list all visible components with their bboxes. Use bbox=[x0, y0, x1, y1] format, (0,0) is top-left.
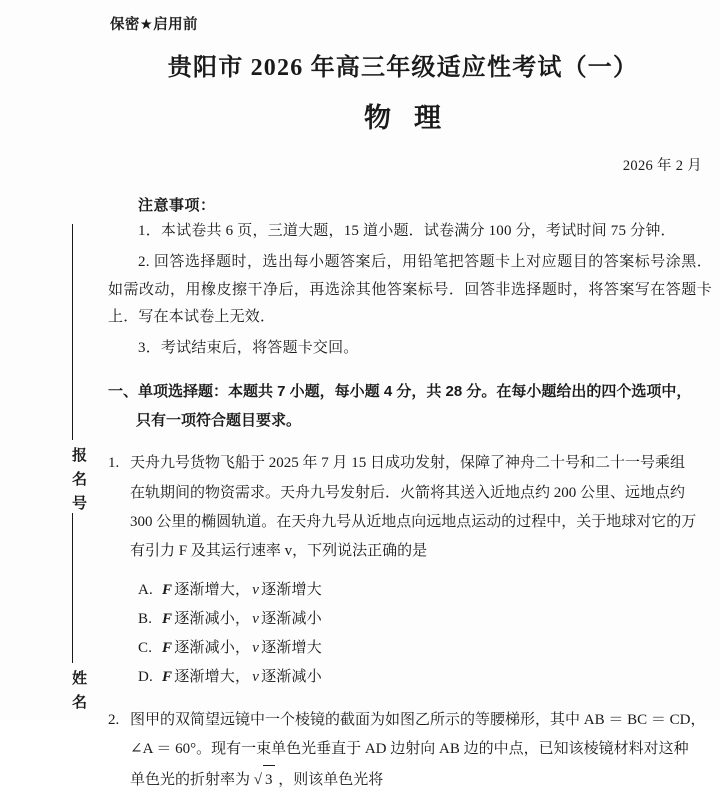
option-d-text-1: 逐渐增大， bbox=[174, 669, 251, 686]
candidate-name-label: 姓名 bbox=[70, 670, 87, 718]
secret-notice: 保密★启用前 bbox=[110, 17, 198, 33]
question-1-options bbox=[108, 576, 712, 692]
margin-rule-bottom bbox=[72, 513, 73, 663]
option-a-var-v: v bbox=[252, 582, 260, 599]
subject-char-1: 物 bbox=[364, 103, 392, 133]
option-a[interactable] bbox=[138, 576, 712, 605]
question-1-line-3: 300 公里的椭圆轨道。在天舟九号从近地点向远地点运动的过程中，关于地球对它的万 bbox=[130, 513, 697, 530]
question-1-line-4: 有引力 F 及其运行速率 v，下列说法正确的是 bbox=[130, 543, 428, 559]
option-a-key: A. bbox=[138, 582, 153, 599]
page-title: 贵阳市 2026 年高三年级适应性考试（一） bbox=[167, 55, 639, 81]
subject-title bbox=[108, 96, 712, 135]
option-a-text-1: 逐渐增大， bbox=[174, 582, 251, 599]
option-c[interactable] bbox=[138, 634, 712, 663]
option-b-text-2: 逐渐减小 bbox=[261, 611, 322, 628]
option-b-var-v: v bbox=[252, 611, 260, 628]
option-a-var-f: F bbox=[162, 582, 173, 599]
subject-char-2: 理 bbox=[414, 103, 442, 133]
option-c-var-f: F bbox=[162, 640, 173, 657]
option-c-var-v: v bbox=[252, 640, 260, 657]
question-1 bbox=[108, 449, 712, 566]
option-d-var-v: v bbox=[252, 669, 260, 686]
option-b[interactable] bbox=[138, 605, 712, 634]
notice-item-1: 1．本试卷共 6 页，三道大题，15 道小题．试卷满分 100 分，考试时间 75 分钟． bbox=[138, 223, 676, 239]
section-heading-single-choice bbox=[108, 377, 712, 436]
option-c-text-2: 逐渐增大 bbox=[261, 640, 322, 657]
section-heading-line-2: 只有一项符合题目要求。 bbox=[136, 412, 302, 429]
option-d-var-f: F bbox=[162, 669, 173, 686]
section-heading-line-1: 一、单项选择题：本题共 7 小题，每小题 4 分，共 28 分。在每小题给出的四个选项中， bbox=[108, 382, 692, 400]
exam-date: 2026 年 2 月 bbox=[622, 158, 702, 174]
binding-margin bbox=[0, 0, 108, 720]
option-c-text-1: 逐渐减小， bbox=[174, 640, 251, 657]
option-d-key: D. bbox=[138, 669, 153, 686]
option-a-text-2: 逐渐增大 bbox=[261, 582, 322, 599]
option-d[interactable] bbox=[138, 663, 712, 692]
margin-rule-top bbox=[72, 224, 73, 440]
exam-number-label: 报名号 bbox=[70, 447, 87, 519]
option-b-text-1: 逐渐减小， bbox=[174, 611, 251, 628]
question-1-line-1: 天舟九号货物飞船于 2025 年 7 月 15 日成功发射，保障了神舟二十号和二十一号乘组 bbox=[130, 455, 686, 472]
option-d-text-2: 逐渐减小 bbox=[261, 669, 322, 686]
question-2-number: 2. bbox=[108, 712, 120, 728]
option-b-key: B. bbox=[138, 611, 153, 628]
question-2 bbox=[108, 706, 712, 795]
notice-item-3: 3．考试结束后，将答题卡交回。 bbox=[138, 340, 359, 356]
question-2-stem bbox=[130, 706, 712, 795]
question-1-stem bbox=[130, 449, 712, 566]
notice-heading: 注意事项： bbox=[138, 197, 216, 214]
question-1-number: 1. bbox=[108, 455, 120, 472]
option-c-key: C. bbox=[138, 640, 153, 657]
option-b-var-f: F bbox=[162, 611, 173, 628]
question-1-line-2: 在轨期间的物资需求。天舟九号发射后．火箭将其送入近地点约 200 公里、远地点约 bbox=[130, 484, 686, 501]
page-content bbox=[108, 0, 712, 788]
question-2-line-2: ∠A ＝ 60°。现有一束单色光垂直于 AD 边射向 AB 边的中点，已知该棱镜材料对这种 bbox=[130, 741, 689, 758]
question-2-line-3: 单色光的折射率为 √ 3 ，则该单色光将 bbox=[130, 765, 712, 795]
notice-item-2: 2. 回答选择题时，选出每小题答案后，用铅笔把答题卡上对应题目的答案标号涂黑．如需改动，用橡皮擦干净后，再选涂其他答案标号．回答非选择题时，将答案写在答题卡上．写在本试卷上无效． bbox=[108, 253, 712, 326]
question-2-line-1: 图甲的双简望远镜中一个棱镜的截面为如图乙所示的等腰梯形，其中 AB ＝ BC ＝ CD， bbox=[130, 712, 706, 728]
